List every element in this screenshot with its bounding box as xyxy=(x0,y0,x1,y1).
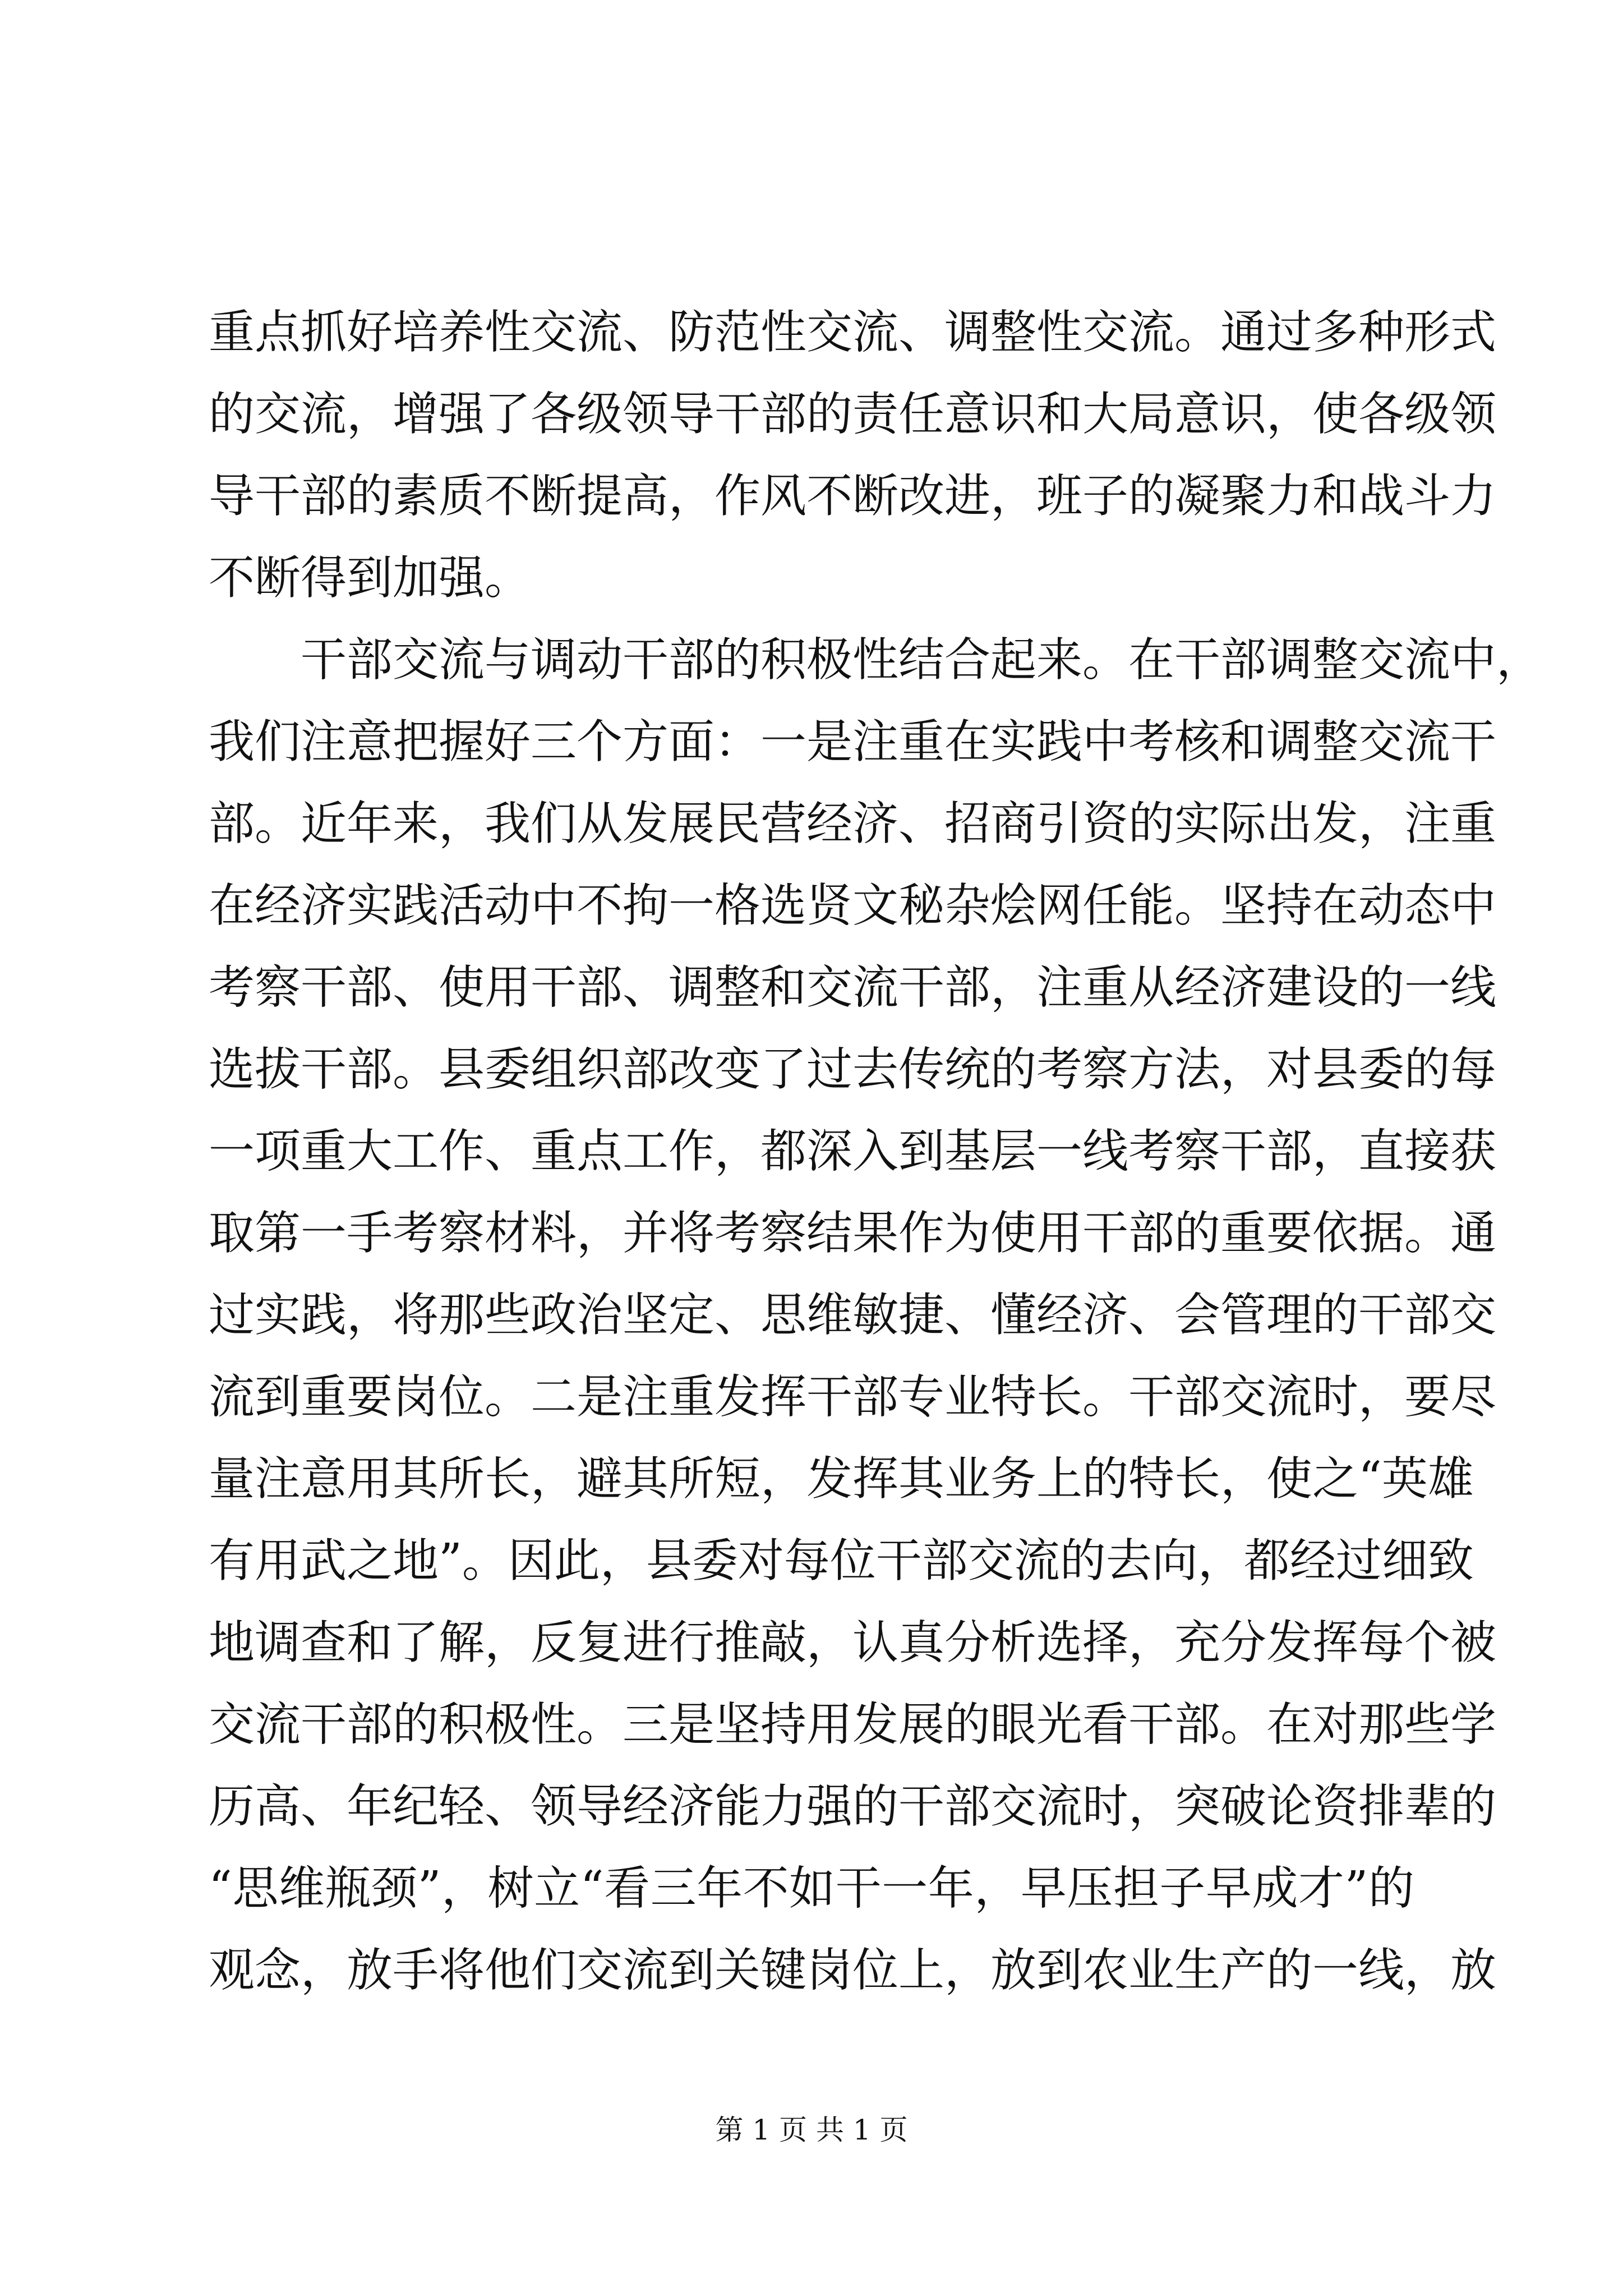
page-number-label: 第 1 页 共 1 页 xyxy=(715,2114,908,2146)
body-text xyxy=(209,292,1543,2012)
page-footer xyxy=(0,2110,1623,2150)
text-line: 量注意用其所长，避其所短，发挥其业务上的特长，使之“英雄 xyxy=(209,1452,1474,1506)
paragraph-2 xyxy=(209,619,1543,2012)
text-line: 地调查和了解，反复进行推敲，认真分析选择，充分发挥每个被 xyxy=(209,1616,1497,1669)
text-line: 流到重要岗位。二是注重发挥干部专业特长。干部交流时，要尽 xyxy=(209,1370,1497,1424)
text-line: 部。近年来，我们从发展民营经济、招商引资的实际出发，注重 xyxy=(209,797,1497,850)
text-line: 我们注意把握好三个方面：一是注重在实践中考核和调整交流干 xyxy=(209,715,1497,769)
text-line: 干部交流与调动干部的积极性结合起来。在干部调整交流中， xyxy=(301,633,1543,687)
text-line: 交流干部的积极性。三是坚持用发展的眼光看干部。在对那些学 xyxy=(209,1698,1497,1751)
text-line: 在经济实践活动中不拘一格选贤文秘杂烩网任能。坚持在动态中 xyxy=(209,879,1497,932)
text-line: 有用武之地”。因此，县委对每位干部交流的去向，都经过细致 xyxy=(209,1534,1474,1588)
text-line: 选拔干部。县委组织部改变了过去传统的考察方法，对县委的每 xyxy=(209,1043,1497,1096)
text-line: 历高、年纪轻、领导经济能力强的干部交流时，突破论资排辈的 xyxy=(209,1780,1497,1833)
text-line: 一项重大工作、重点工作，都深入到基层一线考察干部，直接获 xyxy=(209,1125,1497,1178)
text-line: 的交流，增强了各级领导干部的责任意识和大局意识，使各级领 xyxy=(209,388,1497,441)
paragraph-1 xyxy=(209,292,1497,619)
text-line: 取第一手考察材料，并将考察结果作为使用干部的重要依据。通 xyxy=(209,1207,1497,1260)
text-line: 不断得到加强。 xyxy=(209,551,531,605)
text-line: 考察干部、使用干部、调整和交流干部，注重从经济建设的一线 xyxy=(209,961,1497,1014)
text-line: 导干部的素质不断提高，作风不断改进，班子的凝聚力和战斗力 xyxy=(209,470,1497,523)
text-line: “思维瓶颈”，树立“看三年不如干一年，早压担子早成才”的 xyxy=(209,1862,1414,1915)
text-line: 过实践，将那些政治坚定、思维敏捷、懂经济、会管理的干部交 xyxy=(209,1289,1497,1342)
text-line: 重点抓好培养性交流、防范性交流、调整性交流。通过多种形式 xyxy=(209,306,1497,359)
text-line: 观念，放手将他们交流到关键岗位上，放到农业生产的一线，放 xyxy=(209,1944,1497,1997)
